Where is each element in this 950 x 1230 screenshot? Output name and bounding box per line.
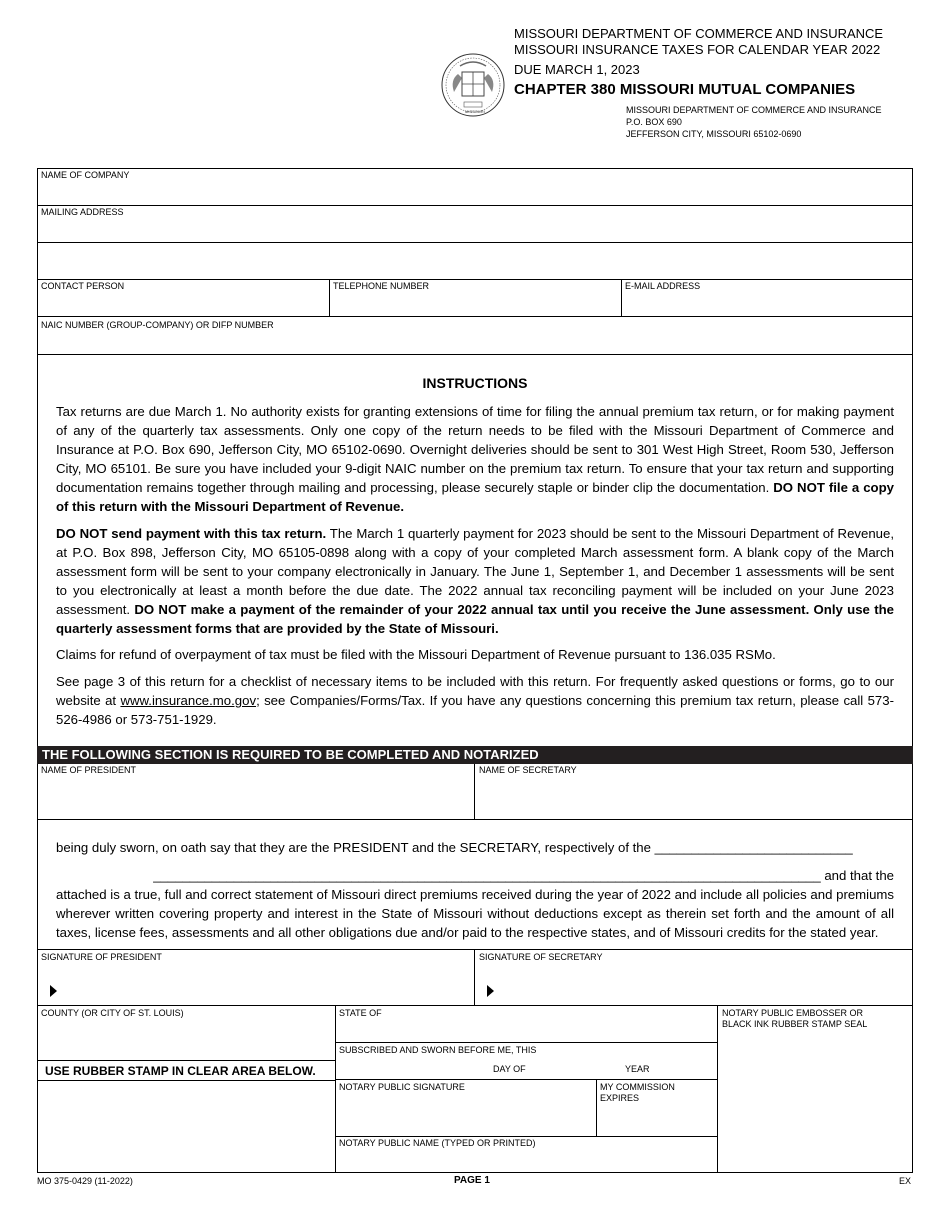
state-label: STATE OF: [339, 1008, 382, 1018]
form-subtitle: MISSOURI INSURANCE TAXES FOR CALENDAR YEAR 2022: [514, 42, 881, 57]
notary-seal-label: NOTARY PUBLIC EMBOSSER OR BLACK INK RUBBER STAMP SEAL: [722, 1008, 868, 1029]
county-field[interactable]: [38, 1006, 335, 1060]
mailing-address-label: MAILING ADDRESS: [41, 207, 124, 217]
secretary-signature-label: SIGNATURE OF SECRETARY: [479, 952, 603, 962]
mailing-address-line-2-field[interactable]: [38, 243, 912, 279]
mail-address-line-1: MISSOURI DEPARTMENT OF COMMERCE AND INSURANCE: [626, 105, 882, 115]
sign-here-arrow-icon: [487, 985, 494, 997]
contact-person-field[interactable]: [38, 280, 329, 316]
company-name-field[interactable]: [38, 169, 912, 205]
page-number: PAGE 1: [454, 1175, 490, 1186]
rubber-stamp-area: [38, 1081, 335, 1172]
website-link[interactable]: www.insurance.mo.gov: [120, 693, 257, 708]
notary-signature-label: NOTARY PUBLIC SIGNATURE: [339, 1082, 465, 1092]
instructions-heading: INSTRUCTIONS: [422, 375, 528, 391]
president-signature-field[interactable]: [38, 950, 474, 1005]
seal-text: MISSOURI: [465, 109, 485, 114]
president-name-field[interactable]: [38, 764, 474, 819]
telephone-field[interactable]: [330, 280, 621, 316]
oath-line-1: being duly sworn, on oath say that they are the PRESIDENT and the SECRETARY, respectively of the ___________________________: [56, 840, 853, 855]
form-title: CHAPTER 380 MISSOURI MUTUAL COMPANIES: [514, 81, 856, 98]
secretary-name-field[interactable]: [475, 764, 912, 819]
email-label: E-MAIL ADDRESS: [625, 281, 701, 291]
notary-name-field[interactable]: [336, 1137, 717, 1172]
secretary-name-label: NAME OF SECRETARY: [479, 765, 577, 775]
instructions-paragraph-4: See page 3 of this return for a checklist of necessary items to be included with this return. For frequently asked questions or forms, go to our website at www.insurance.mo.gov; see Companies/Forms/Tax. If you have any questions concerning this premium tax return, please call 573-526-4986 or 573-751-1929.: [56, 674, 894, 727]
notarized-section-banner: [37, 746, 913, 764]
president-signature-label: SIGNATURE OF PRESIDENT: [41, 952, 162, 962]
mail-address-line-2: P.O. BOX 690: [626, 117, 682, 127]
state-seal: [440, 52, 506, 118]
telephone-label: TELEPHONE NUMBER: [333, 281, 430, 291]
dept-name: MISSOURI DEPARTMENT OF COMMERCE AND INSURANCE: [514, 26, 884, 41]
company-name-label: NAME OF COMPANY: [41, 170, 130, 180]
rubber-stamp-note: USE RUBBER STAMP IN CLEAR AREA BELOW.: [45, 1064, 316, 1078]
form-code: EX: [899, 1176, 912, 1186]
naic-number-field[interactable]: [38, 317, 912, 354]
secretary-signature-field[interactable]: [475, 950, 912, 1005]
email-field[interactable]: [622, 280, 912, 316]
oath-line-2: ___________________________________________________________________________________________ and that the: [153, 868, 894, 883]
notary-seal-area: [718, 1006, 912, 1172]
commission-expires-field[interactable]: [597, 1080, 717, 1136]
sign-here-arrow-icon: [50, 985, 57, 997]
naic-number-label: NAIC NUMBER (GROUP-COMPANY) OR DIFP NUMBER: [41, 320, 274, 330]
year-label: YEAR: [625, 1064, 650, 1074]
notary-name-label: NOTARY PUBLIC NAME (TYPED OR PRINTED): [339, 1138, 536, 1148]
notarized-section-banner-text: THE FOLLOWING SECTION IS REQUIRED TO BE COMPLETED AND NOTARIZED: [42, 747, 539, 762]
notary-signature-field[interactable]: [336, 1080, 596, 1136]
subscribed-sworn-field[interactable]: [336, 1043, 717, 1079]
county-label: COUNTY (OR CITY OF ST. LOUIS): [41, 1008, 184, 1018]
due-date: DUE MARCH 1, 2023: [514, 62, 640, 77]
commission-expires-label: MY COMMISSION EXPIRES: [600, 1082, 675, 1103]
subscribed-label: SUBSCRIBED AND SWORN BEFORE ME, THIS: [339, 1045, 537, 1055]
day-of-label: DAY OF: [493, 1064, 526, 1074]
contact-person-label: CONTACT PERSON: [41, 281, 125, 291]
president-name-label: NAME OF PRESIDENT: [41, 765, 137, 775]
instructions-paragraph-3: Claims for refund of overpayment of tax must be filed with the Missouri Department of Revenue pursuant to 136.035 RSMo.: [56, 647, 776, 662]
oath-statement: attached is a true, full and correct statement of Missouri direct premiums received during the year of 2022 and include all policies and premiums wherever written covering property and interest in the State of Missouri without deductions except as therein set forth and the amount of all taxes, license fees, assessments and all other obligations due and/or paid to the respective states, and of Missouri credits for the stated year.: [56, 887, 894, 940]
instructions-paragraph-1: Tax returns are due March 1. No authority exists for granting extensions of time for filing the annual premium tax return, or for making payment of any of the quarterly tax assessments. Only one copy of the return needs to be filed with the Missouri Department of Commerce and Insurance at P.O. Box 690, Jefferson City, MO 65102-0690. Overnight deliveries should be sent to 301 West High Street, Room 530, Jefferson City, MO 65101. Be sure you have included your 9-digit NAIC number on the premium tax return. To ensure that your tax return and supporting documentation remains together through mailing and processing, please securely staple or binder clip the documentation. DO NOT file a copy of this return with the Missouri Department of Revenue.: [56, 404, 894, 514]
instructions-paragraph-2: DO NOT send payment with this tax return. The March 1 quarterly payment for 2023 should be sent to the Missouri Department of Revenue, at P.O. Box 898, Jefferson City, MO 65105-0898 along with a copy of your completed March assessment form. A blank copy of the March assessment form will be sent to your company electronically in January. The June 1, September 1, and December 1 assessments will be sent to you electronically at least a month before the due date. The 2022 annual tax reconciling payment will be included on your June 2023 assessment. DO NOT make a payment of the remainder of your 2022 annual tax until you receive the June assessment. Only use the quarterly assessment forms that are provided by the State of Missouri.: [56, 526, 894, 636]
form-number: MO 375-0429 (11-2022): [37, 1176, 133, 1186]
mail-address-line-3: JEFFERSON CITY, MISSOURI 65102-0690: [626, 129, 802, 139]
mailing-address-field[interactable]: [38, 206, 912, 242]
state-field[interactable]: [336, 1006, 717, 1042]
